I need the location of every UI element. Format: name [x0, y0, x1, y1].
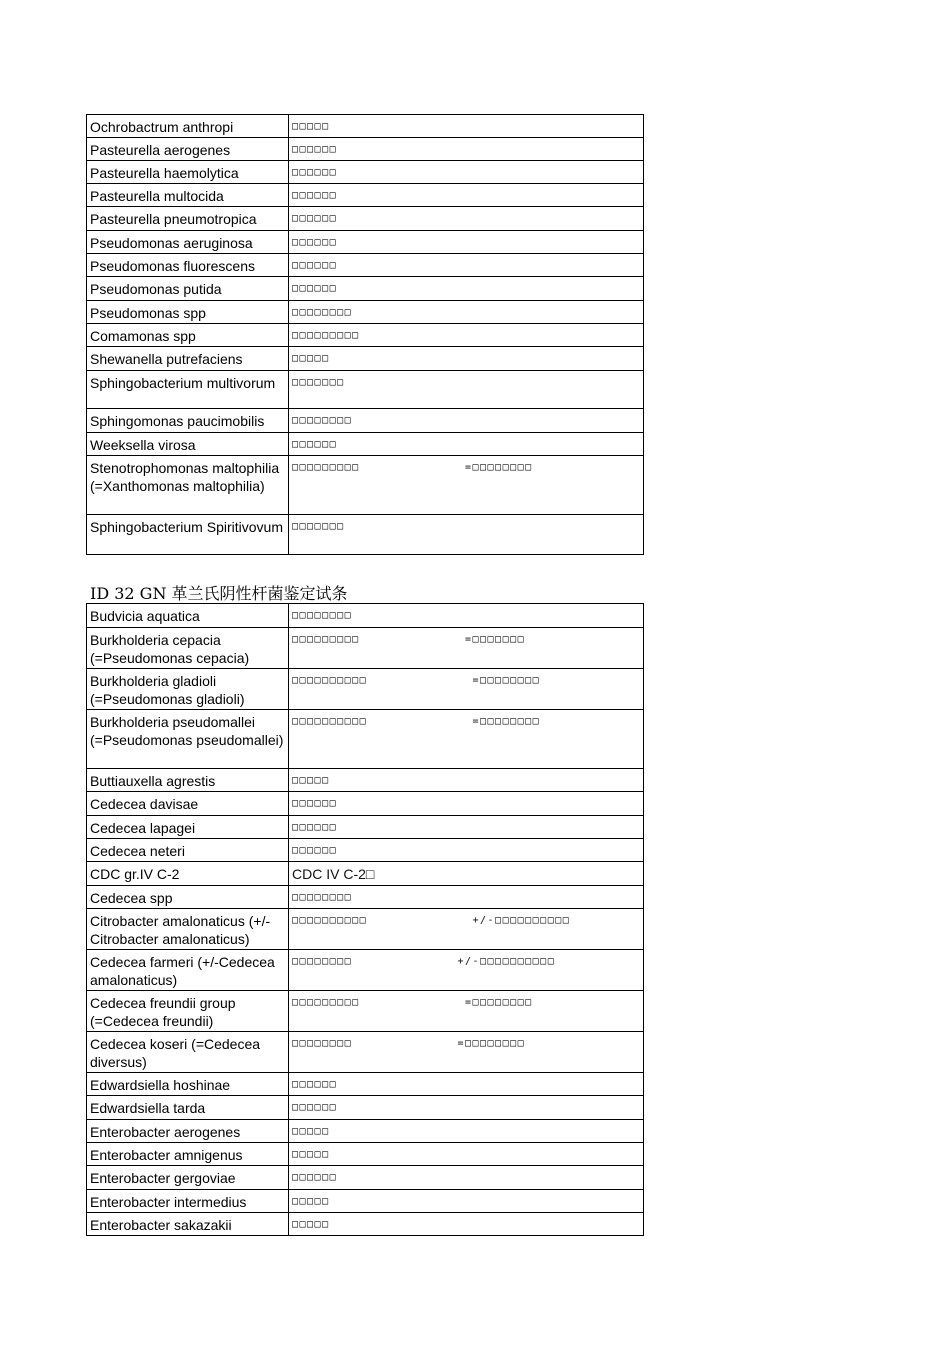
species-table-2 [86, 603, 644, 1236]
species-name: Enterobacter aerogenes [87, 1120, 289, 1143]
species-chinese-name: □□□□□□□□ [289, 409, 644, 433]
species-chinese-name: □□□□□□ [289, 1166, 644, 1190]
species-name: Enterobacter sakazakii [87, 1213, 289, 1236]
species-chinese-name: □□□□□□□□□ =□□□□□□□□ [289, 991, 644, 1032]
table-row [87, 604, 644, 628]
species-name: Cedecea koseri (=Cedecea diversus) [87, 1032, 289, 1073]
species-table-1 [86, 114, 644, 555]
table-row [87, 839, 644, 862]
table-row [87, 991, 644, 1032]
species-name: Sphingobacterium multivorum [87, 371, 289, 409]
species-table-1-body [87, 115, 644, 555]
species-name: Pasteurella haemolytica [87, 161, 289, 184]
table-row [87, 950, 644, 991]
table-row [87, 792, 644, 816]
table-row [87, 769, 644, 792]
table-row [87, 1120, 644, 1143]
table-row [87, 710, 644, 769]
species-name: Pasteurella pneumotropica [87, 207, 289, 231]
species-chinese-name: □□□□□□□□□□ +/-□□□□□□□□□□ [289, 909, 644, 950]
species-chinese-name: □□□□□ [289, 347, 644, 371]
table-row [87, 862, 644, 886]
species-name: Burkholderia pseudomallei (=Pseudomonas pseudomallei) [87, 710, 289, 769]
table-row [87, 409, 644, 433]
species-chinese-name: □□□□□□ [289, 254, 644, 277]
species-chinese-name: □□□□□□ [289, 433, 644, 456]
species-name: Enterobacter amnigenus [87, 1143, 289, 1166]
table-row [87, 1096, 644, 1120]
species-name: Cedecea spp [87, 886, 289, 909]
species-chinese-name: □□□□□□□ [289, 371, 644, 409]
species-name: Enterobacter gergoviae [87, 1166, 289, 1190]
species-name: Buttiauxella agrestis [87, 769, 289, 792]
species-name: Sphingomonas paucimobilis [87, 409, 289, 433]
species-chinese-name: □□□□□□ [289, 161, 644, 184]
table-row [87, 138, 644, 161]
species-name: Comamonas spp [87, 324, 289, 347]
species-chinese-name: □□□□□□□ [289, 515, 644, 555]
table-row [87, 161, 644, 184]
species-chinese-name: □□□□□ [289, 1120, 644, 1143]
species-chinese-name: □□□□□ [289, 1190, 644, 1213]
table-row [87, 1213, 644, 1236]
species-name: Pseudomonas spp [87, 301, 289, 324]
species-name: CDC gr.IV C-2 [87, 862, 289, 886]
table-row [87, 456, 644, 515]
species-name: Cedecea davisae [87, 792, 289, 816]
species-name: Cedecea farmeri (+/-Cedecea amalonaticus) [87, 950, 289, 991]
species-name: Pasteurella aerogenes [87, 138, 289, 161]
species-chinese-name: □□□□□□ [289, 138, 644, 161]
species-chinese-name: □□□□□□□□□ =□□□□□□□□ [289, 456, 644, 515]
table-row [87, 1073, 644, 1096]
species-chinese-name: □□□□□ [289, 769, 644, 792]
table-row [87, 347, 644, 371]
species-table-2-body [87, 604, 644, 1236]
species-name: Weeksella virosa [87, 433, 289, 456]
table-row [87, 324, 644, 347]
species-chinese-name: □□□□□□□□□□ =□□□□□□□□ [289, 669, 644, 710]
species-chinese-name: □□□□□□ [289, 1073, 644, 1096]
table-row [87, 207, 644, 231]
species-name: Edwardsiella hoshinae [87, 1073, 289, 1096]
species-chinese-name: □□□□□□□□□ [289, 324, 644, 347]
species-chinese-name: □□□□□□ [289, 207, 644, 231]
species-chinese-name: □□□□□ [289, 1213, 644, 1236]
table-row [87, 371, 644, 409]
species-chinese-name: □□□□□□ [289, 184, 644, 207]
species-chinese-name: □□□□□ [289, 1143, 644, 1166]
species-name: Edwardsiella tarda [87, 1096, 289, 1120]
table-row [87, 1166, 644, 1190]
species-name: Sphingobacterium Spiritivovum [87, 515, 289, 555]
table-row [87, 669, 644, 710]
table-row [87, 515, 644, 555]
table-row [87, 1190, 644, 1213]
species-chinese-name: □□□□□ [289, 115, 644, 138]
species-name: Cedecea lapagei [87, 816, 289, 839]
species-name: Budvicia aquatica [87, 604, 289, 628]
table-row [87, 628, 644, 669]
species-chinese-name: CDC IV C-2□ [289, 862, 644, 886]
species-chinese-name: □□□□□□ [289, 1096, 644, 1120]
species-name: Shewanella putrefaciens [87, 347, 289, 371]
table-row [87, 301, 644, 324]
species-name: Burkholderia cepacia (=Pseudomonas cepacia) [87, 628, 289, 669]
table-row [87, 816, 644, 839]
species-chinese-name: □□□□□□□□ +/-□□□□□□□□□□ [289, 950, 644, 991]
table-row [87, 1143, 644, 1166]
species-name: Cedecea neteri [87, 839, 289, 862]
table-row [87, 433, 644, 456]
species-chinese-name: □□□□□□□□ [289, 604, 644, 628]
species-name: Pseudomonas aeruginosa [87, 231, 289, 254]
species-name: Citrobacter amalonaticus (+/-Citrobacter amalonaticus) [87, 909, 289, 950]
species-chinese-name: □□□□□□ [289, 277, 644, 301]
table-row [87, 231, 644, 254]
species-chinese-name: □□□□□□□□ [289, 886, 644, 909]
table-row [87, 886, 644, 909]
table-row [87, 115, 644, 138]
species-name: Ochrobactrum anthropi [87, 115, 289, 138]
species-name: Pseudomonas fluorescens [87, 254, 289, 277]
species-chinese-name: □□□□□□□□□ =□□□□□□□ [289, 628, 644, 669]
species-name: Pseudomonas putida [87, 277, 289, 301]
table-row [87, 184, 644, 207]
table-row [87, 1032, 644, 1073]
species-name: Cedecea freundii group (=Cedecea freundii) [87, 991, 289, 1032]
species-chinese-name: □□□□□□□□ [289, 301, 644, 324]
table-row [87, 909, 644, 950]
species-chinese-name: □□□□□□ [289, 839, 644, 862]
table-row [87, 277, 644, 301]
species-chinese-name: □□□□□□□□□□ =□□□□□□□□ [289, 710, 644, 769]
species-name: Pasteurella multocida [87, 184, 289, 207]
section-title: ID 32 GN 革兰氏阴性杆菌鉴定试条 [90, 584, 348, 603]
species-chinese-name: □□□□□□ [289, 816, 644, 839]
species-chinese-name: □□□□□□ [289, 231, 644, 254]
species-name: Enterobacter intermedius [87, 1190, 289, 1213]
species-chinese-name: □□□□□□□□ =□□□□□□□□ [289, 1032, 644, 1073]
table-row [87, 254, 644, 277]
species-name: Stenotrophomonas maltophilia (=Xanthomonas maltophilia) [87, 456, 289, 515]
species-name: Burkholderia gladioli (=Pseudomonas gladioli) [87, 669, 289, 710]
species-chinese-name: □□□□□□ [289, 792, 644, 816]
